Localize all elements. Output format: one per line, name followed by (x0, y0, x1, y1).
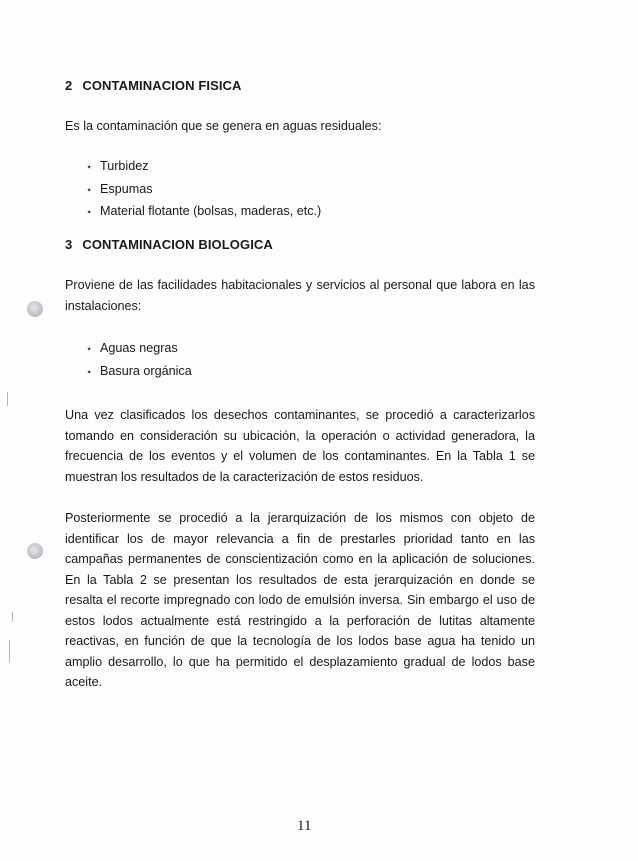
list-item: ⋆ Aguas negras (86, 338, 192, 361)
paragraph-caracterizacion: Una vez clasificados los desechos contaminantes, se procedió a caracterizarlos tomando en consideración su ubicación, la operación o actividad generadora, la frecuencia de los eventos y el volumen de los contaminantes. En la Tabla 1 se muestran los resultados de la caracterización de estos residuos. (65, 408, 535, 484)
scan-speck (9, 640, 10, 662)
punch-hole (27, 301, 43, 317)
section-title: CONTAMINACION FISICA (82, 78, 242, 93)
section-intro-biologica: Proviene de las facilidades habitacionales y servicios al personal que labora en las instalaciones: (65, 278, 535, 313)
star-bullet-icon: ⋆ (86, 344, 93, 355)
paragraph-jerarquizacion: Posteriormente se procedió a la jerarquización de los mismos con objeto de identificar los de mayor relevancia a fin de prestarles prioridad tanto en las campañas permanentes de conscientización como en la aplicación de soluciones. En la Tabla 2 se presentan los resultados de esta jerarquización en donde se resalta el recorte impregnado con lodo de emulsión inversa. Sin embargo el uso de estos lodos actualmente está restringido a la perforación de lutitas altamente reactivas, en función de que la tecnología de los lodos base agua ha tenido un amplio desarrollo, lo que ha permitido el desplazamiento gradual de lodos base aceite. (65, 511, 535, 689)
list-item: ⋆ Basura orgánica (86, 361, 192, 384)
section-heading-biologica (65, 237, 273, 252)
star-bullet-icon: ⋆ (86, 184, 93, 196)
section-heading-fisica (65, 78, 242, 93)
star-bullet-icon: ⋆ (86, 207, 93, 218)
scan-speck (12, 612, 13, 622)
list-item: ⋆ Turbidez (86, 156, 321, 179)
scan-speck (7, 392, 8, 406)
bullet-list-biologica (86, 338, 192, 383)
star-bullet-icon: ⋆ (86, 366, 93, 378)
punch-hole (27, 543, 43, 559)
star-bullet-icon: ⋆ (86, 162, 93, 173)
bullet-list-fisica (86, 156, 321, 224)
section-intro-fisica: Es la contaminación que se genera en aguas residuales: (65, 119, 382, 133)
list-item: ⋆ Espumas (86, 179, 321, 202)
section-number: 2 (65, 78, 73, 93)
section-number: 3 (65, 237, 73, 252)
list-item: ⋆ Material flotante (bolsas, maderas, etc.) (86, 201, 321, 224)
section-title: CONTAMINACION BIOLOGICA (82, 237, 273, 252)
page-number: 11 (297, 818, 312, 834)
